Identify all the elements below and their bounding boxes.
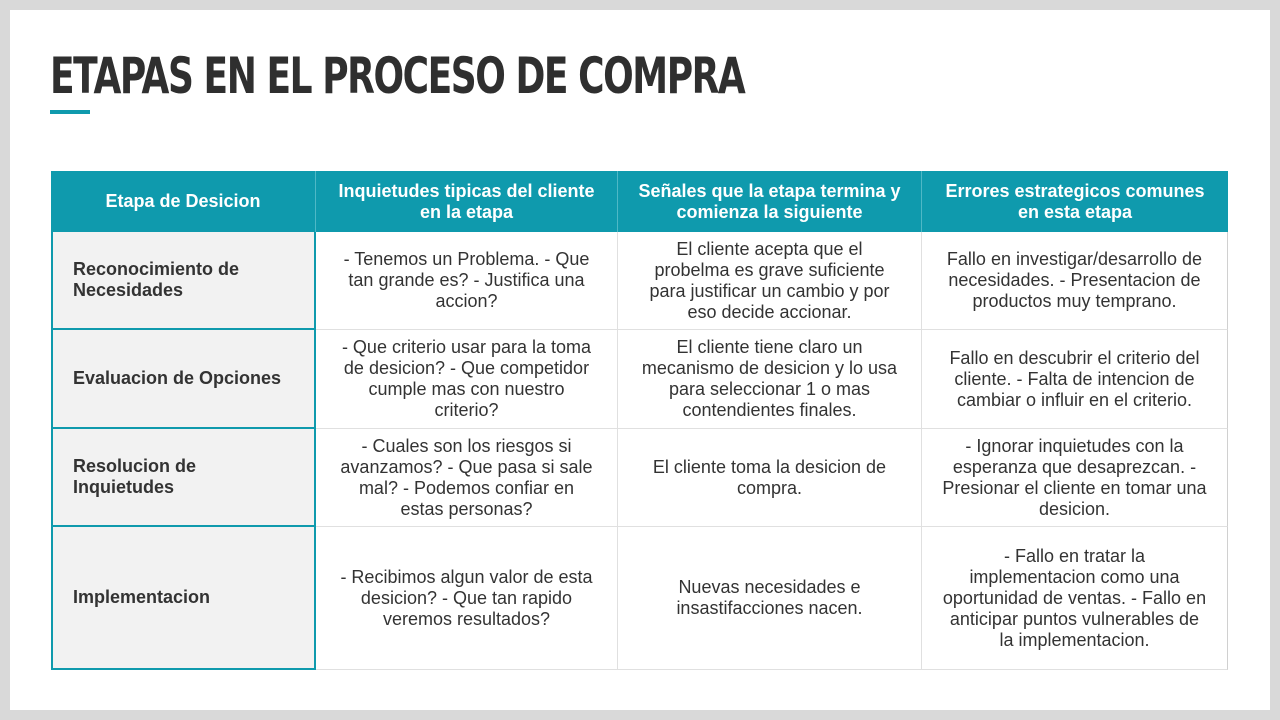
errors-cell: - Ignorar inquietudes con la esperanza que desaprezcan. - Presionar el cliente en tomar una desicion. [922,429,1228,527]
page-title: ETAPAS EN EL PROCESO DE COMPRA [50,47,745,105]
header-stage: Etapa de Desicion [51,171,316,232]
slide [10,10,1270,710]
errors-cell: Fallo en descubrir el criterio del cliente. - Falta de intencion de cambiar o influir en el criterio. [922,330,1228,429]
header-concerns: Inquietudes tipicas del cliente en la etapa [316,171,618,232]
stage-cell: Evaluacion de Opciones [51,330,316,429]
concerns-cell: - Cuales son los riesgos si avanzamos? - Que pasa si sale mal? - Podemos confiar en estas personas? [316,429,618,527]
signals-cell: El cliente acepta que el probelma es grave suficiente para justificar un cambio y por eso decide accionar. [618,232,922,330]
header-errors: Errores estrategicos comunes en esta etapa [922,171,1228,232]
stages-table [51,171,1228,670]
signals-cell: Nuevas necesidades e insastifacciones nacen. [618,527,922,670]
stage-cell: Reconocimiento de Necesidades [51,232,316,330]
errors-cell: - Fallo en tratar la implementacion como una oportunidad de ventas. - Fallo en anticipar puntos vulnerables de la implementacion. [922,527,1228,670]
stage-cell: Implementacion [51,527,316,670]
stage-cell: Resolucion de Inquietudes [51,429,316,527]
signals-cell: El cliente toma la desicion de compra. [618,429,922,527]
concerns-cell: - Que criterio usar para la toma de desicion? - Que competidor cumple mas con nuestro criterio? [316,330,618,429]
concerns-cell: - Tenemos un Problema. - Que tan grande es? - Justifica una accion? [316,232,618,330]
errors-cell: Fallo en investigar/desarrollo de necesidades. - Presentacion de productos muy temprano. [922,232,1228,330]
signals-cell: El cliente tiene claro un mecanismo de desicion y lo usa para seleccionar 1 o mas contendientes finales. [618,330,922,429]
header-signals: Señales que la etapa termina y comienza la siguiente [618,171,922,232]
title-accent-bar [50,110,90,114]
concerns-cell: - Recibimos algun valor de esta desicion? - Que tan rapido veremos resultados? [316,527,618,670]
